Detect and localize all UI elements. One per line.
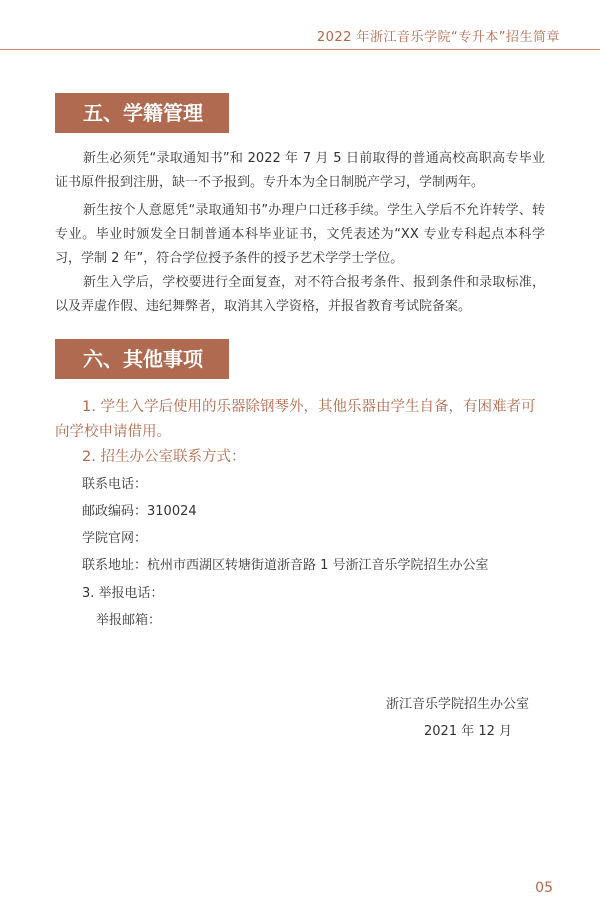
page-header-title: 2022 年浙江音乐学院“专升本”招生简章 — [316, 30, 560, 45]
contact-phone: 联系电话： — [82, 477, 148, 492]
contact-zip: 邮政编码：310024 — [82, 504, 197, 519]
paragraph-review: 新生入学后，学校要进行全面复查，对不符合报考条件、报到条件和录取标准，以及弄虚作假、违纪舞弊者，取消其入学资格，并报省教育考试院备案。 — [55, 275, 545, 314]
signature-organization: 浙江音乐学院招生办公室 — [386, 697, 530, 712]
signature-date: 2021 年 12 月 — [424, 724, 513, 739]
item-instruments: 1. 学生入学后使用的乐器除钢琴外，其他乐器由学生自备，有困难者可向学校申请借用。 — [55, 399, 536, 440]
paragraph-registration: 新生必须凭“录取通知书”和 2022 年 7 月 5 日前取得的普通高校高职高专毕业证书原件报到注册，缺一不予报到。专升本为全日制脱产学习，学制两年。 — [55, 151, 545, 190]
contact-website: 学院官网： — [82, 531, 148, 546]
contact-address: 联系地址：杭州市西湖区转塘街道浙音路 1 号浙江音乐学院招生办公室 — [82, 558, 489, 573]
section-heading-other-matters: 六、其他事项 — [55, 339, 229, 379]
report-phone: 3. 举报电话： — [82, 586, 164, 601]
report-email: 举报邮箱： — [96, 613, 162, 628]
section-heading-enrollment-management: 五、学籍管理 — [55, 93, 229, 133]
header-divider — [0, 49, 600, 50]
paragraph-household-transfer: 新生按个人意愿凭“录取通知书”办理户口迁移手续。学生入学后不允许转学、转专业。毕业时颁发全日制普通本科毕业证书，文凭表述为“XX 专业专科起点本科学习，学制 2 年”，符合学位授予条件的授予艺术学学士学位。 — [55, 203, 545, 266]
page-number: 05 — [535, 880, 553, 896]
item-contact-heading: 2. 招生办公室联系方式： — [82, 449, 246, 465]
